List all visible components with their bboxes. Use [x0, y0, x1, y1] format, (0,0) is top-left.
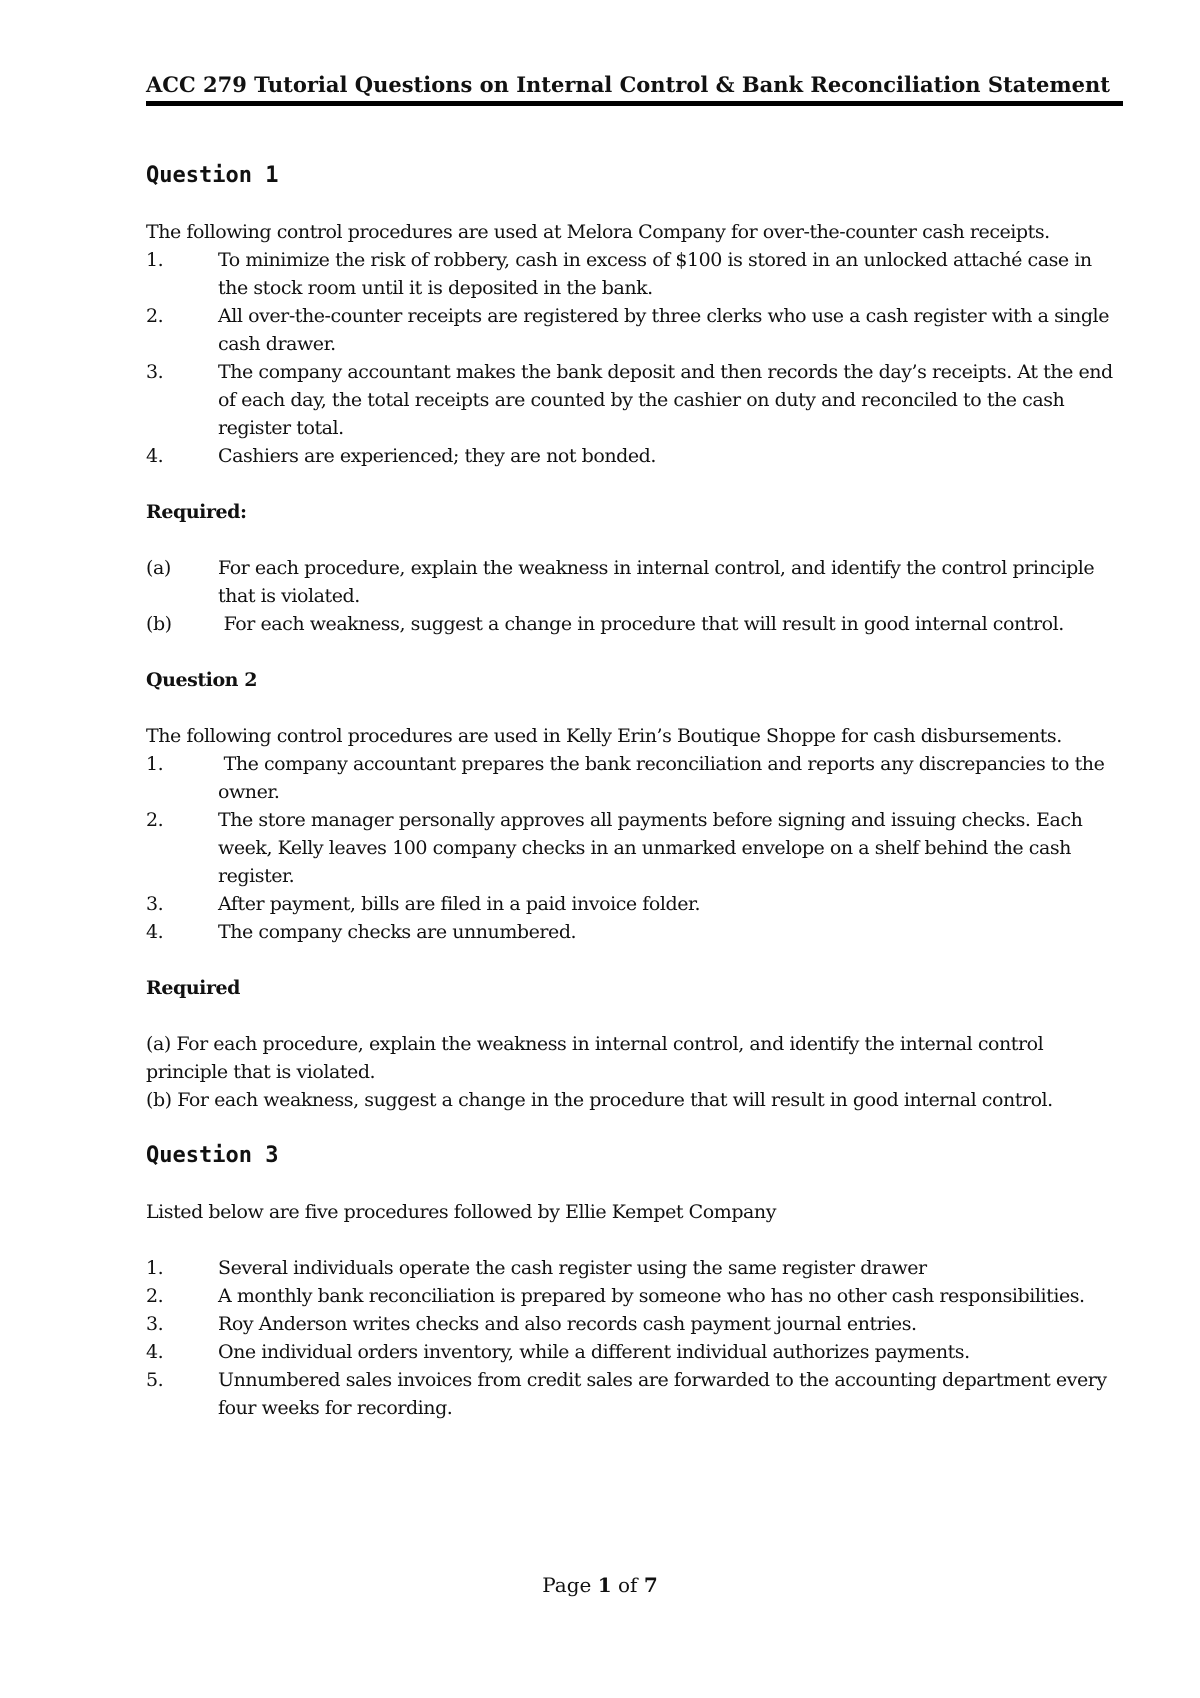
- question-3-intro: Listed below are five procedures followed by Ellie Kempet Company: [146, 1201, 776, 1223]
- list-item-number: (b): [146, 613, 172, 635]
- list-item-text: The company accountant prepares the bank reconciliation and reports any discrepancies to the owner.: [218, 753, 1110, 803]
- question-1-heading: Question 1: [146, 163, 279, 188]
- list-item-text: A monthly bank reconciliation is prepared by someone who has no other cash responsibilities.: [218, 1285, 1085, 1307]
- list-item-text: The company checks are unnumbered.: [218, 921, 577, 943]
- list-item-text: For each weakness, suggest a change in procedure that will result in good internal control.: [218, 613, 1064, 635]
- spacer: [146, 1226, 1126, 1254]
- list-item-text: The store manager personally approves all payments before signing and issuing checks. Each week, Kelly leaves 100 company checks in an unmarked envelope on a shelf behind the cash register.: [218, 809, 1083, 887]
- spacer: [146, 1170, 1126, 1198]
- list-item: [146, 1310, 1126, 1338]
- list-item-text: For each procedure, explain the weakness in internal control, and identify the control principle that is violated.: [218, 557, 1095, 607]
- list-item: [146, 1366, 1126, 1422]
- list-item: [146, 358, 1126, 442]
- list-item-number: 4.: [146, 1341, 164, 1363]
- list-item-text: The company accountant makes the bank deposit and then records the day’s receipts. At the end of each day, the total receipts are counted by the cashier on duty and reconciled to the cash register total.: [218, 361, 1113, 439]
- question-2-required-a: (a) For each procedure, explain the weakness in internal control, and identify the internal control principle that is violated.: [146, 1033, 1044, 1083]
- question-3-procedures: [146, 1254, 1126, 1422]
- spacer: [146, 526, 1126, 554]
- question-1-required-list: [146, 554, 1126, 638]
- spacer: [146, 638, 1126, 666]
- list-item: [146, 806, 1126, 890]
- list-item-number: 2.: [146, 1285, 164, 1307]
- list-item-text: One individual orders inventory, while a different individual authorizes payments.: [218, 1341, 970, 1363]
- question-2-heading: Question 2: [146, 669, 257, 691]
- list-item: [146, 554, 1126, 610]
- question-2-required-b: (b) For each weakness, suggest a change in the procedure that will result in good internal control.: [146, 1089, 1053, 1111]
- list-item-text: After payment, bills are filed in a paid invoice folder.: [218, 893, 701, 915]
- question-1-procedures: [146, 246, 1126, 470]
- list-item-number: 3.: [146, 1313, 164, 1335]
- footer-page-total: 7: [643, 1573, 658, 1597]
- list-item-text: Roy Anderson writes checks and also records cash payment journal entries.: [218, 1313, 917, 1335]
- list-item-number: (a): [146, 557, 171, 579]
- list-item: [146, 610, 1126, 638]
- spacer: [146, 1114, 1126, 1142]
- question-1-intro: The following control procedures are used at Melora Company for over-the-counter cash receipts.: [146, 221, 1050, 243]
- list-item-number: 5.: [146, 1369, 164, 1391]
- list-item-number: 2.: [146, 305, 164, 327]
- document-body: [146, 162, 1126, 1422]
- question-2-required-label: Required: [146, 977, 240, 999]
- footer-page-current: 1: [597, 1573, 612, 1597]
- footer-of-label: of: [618, 1573, 638, 1597]
- list-item-number: 1.: [146, 753, 164, 775]
- list-item-text: Several individuals operate the cash register using the same register drawer: [218, 1257, 927, 1279]
- question-2-procedures: [146, 750, 1126, 946]
- question-2-intro: The following control procedures are used in Kelly Erin’s Boutique Shoppe for cash disbursements.: [146, 725, 1062, 747]
- list-item: [146, 1254, 1126, 1282]
- spacer: [146, 190, 1126, 218]
- footer-page-label: Page: [542, 1573, 592, 1597]
- header-divider: [146, 101, 1123, 106]
- list-item: [146, 246, 1126, 302]
- list-item-number: 4.: [146, 921, 164, 943]
- page-footer: [0, 1573, 1200, 1597]
- list-item-text: Unnumbered sales invoices from credit sales are forwarded to the accounting department every four weeks for recording.: [218, 1369, 1107, 1419]
- question-3-heading: Question 3: [146, 1143, 279, 1168]
- list-item: [146, 442, 1126, 470]
- list-item-number: 1.: [146, 249, 164, 271]
- list-item: [146, 1338, 1126, 1366]
- list-item-number: 3.: [146, 893, 164, 915]
- spacer: [146, 1002, 1126, 1030]
- list-item-text: Cashiers are experienced; they are not bonded.: [218, 445, 656, 467]
- list-item-text: To minimize the risk of robbery, cash in excess of $100 is stored in an unlocked attaché case in the stock room until it is deposited in the bank.: [218, 249, 1092, 299]
- spacer: [146, 694, 1126, 722]
- page-header-title: ACC 279 Tutorial Questions on Internal Control & Bank Reconciliation Statement: [146, 72, 1110, 97]
- list-item: [146, 890, 1126, 918]
- list-item-text: All over-the-counter receipts are registered by three clerks who use a cash register with a single cash drawer.: [218, 305, 1109, 355]
- list-item: [146, 302, 1126, 358]
- list-item: [146, 918, 1126, 946]
- list-item: [146, 750, 1126, 806]
- list-item-number: 2.: [146, 809, 164, 831]
- question-1-required-label: Required:: [146, 501, 247, 523]
- list-item: [146, 1282, 1126, 1310]
- list-item-number: 1.: [146, 1257, 164, 1279]
- list-item-number: 3.: [146, 361, 164, 383]
- spacer: [146, 470, 1126, 498]
- spacer: [146, 946, 1126, 974]
- list-item-number: 4.: [146, 445, 164, 467]
